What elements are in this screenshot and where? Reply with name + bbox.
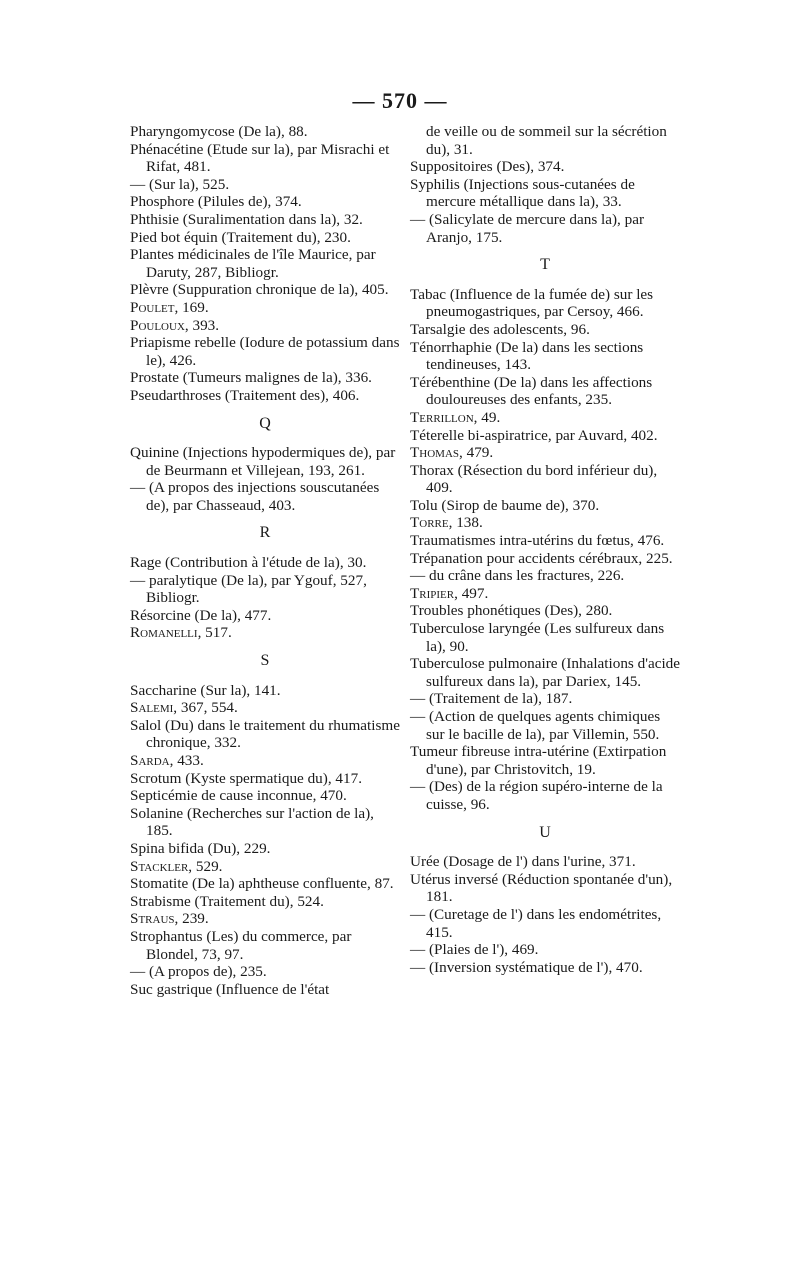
- index-entry: Pharyngomycose (De la), 88.: [130, 123, 308, 140]
- index-entry-author: Thomas, 479.: [410, 444, 494, 462]
- index-entry: — (Traitement de la), 187.: [410, 690, 573, 708]
- section-letter-r: R: [259, 524, 271, 542]
- index-entry: Suppositoires (Des), 374.: [410, 158, 565, 176]
- right-column: [410, 123, 680, 976]
- index-entry: Thorax (Résection du bord inférieur du), 409.: [410, 461, 658, 497]
- index-entry: Scrotum (Kyste spermatique du), 417.: [130, 769, 362, 787]
- index-entry-author: Romanelli, 517.: [130, 624, 232, 642]
- section-letter-t: T: [540, 256, 550, 274]
- index-entry: Salol (Du) dans le traitement du rhumatisme chronique, 332.: [130, 716, 400, 752]
- index-entry: Ténorrhaphie (De la) dans les sections tendineuses, 143.: [410, 338, 644, 374]
- index-entry: — (Salicylate de mercure dans la), par Aranjo, 175.: [410, 210, 645, 246]
- index-entry: — (Des) de la région supéro-interne de la cuisse, 96.: [410, 778, 663, 813]
- section-letter-q: Q: [259, 414, 271, 432]
- index-entry: Prostate (Tumeurs malignes de la), 336.: [130, 369, 372, 387]
- index-entry: Suc gastrique (Influence de l'état: [130, 980, 330, 998]
- index-entry-author: Salemi, 367, 554.: [130, 699, 238, 717]
- index-entry: Utérus inversé (Réduction spontanée d'un), 181.: [410, 870, 673, 906]
- index-entry: Phthisie (Suralimentation dans la), 32.: [130, 210, 363, 228]
- index-entry: Phosphore (Pilules de), 374.: [130, 193, 302, 211]
- index-entry: Spina bifida (Du), 229.: [130, 839, 271, 857]
- index-entry-author: Straus, 239.: [130, 910, 209, 928]
- index-entry: Plantes médicinales de l'île Maurice, par Daruty, 287, Bibliogr.: [130, 246, 376, 281]
- index-entry: Syphilis (Injections sous-cutanées de mercure métallique dans la), 33.: [410, 175, 635, 211]
- section-letter-s: S: [260, 652, 270, 670]
- index-entry: de veille ou de sommeil sur la sécrétion du), 31.: [426, 123, 667, 158]
- index-entry: Pseudarthroses (Traitement des), 406.: [130, 386, 360, 404]
- index-entry: Stomatite (De la) aphtheuse confluente, 87.: [130, 875, 394, 893]
- index-entry: Strophantus (Les) du commerce, par Blondel, 73, 97.: [130, 927, 352, 963]
- index-entry-author: Stackler, 529.: [130, 857, 223, 875]
- index-entry: — paralytique (De la), par Ygouf, 527, Bibliogr.: [130, 571, 367, 607]
- index-entry: — (A propos de), 235.: [130, 963, 267, 981]
- index-entry: Troubles phonétiques (Des), 280.: [410, 602, 613, 620]
- page-number: — 570 —: [352, 88, 448, 113]
- index-entry: Rage (Contribution à l'étude de la), 30.: [130, 554, 367, 572]
- index-entry: Tumeur fibreuse intra-utérine (Extirpation d'une), par Christovitch, 19.: [410, 743, 667, 778]
- index-entry: Tarsalgie des adolescents, 96.: [410, 320, 590, 338]
- index-entry: Urée (Dosage de l') dans l'urine, 371.: [410, 853, 636, 871]
- index-entry-author: Poulet, 169.: [130, 298, 209, 316]
- index-entry: — (Curetage de l') dans les endométrites, 415.: [410, 905, 662, 941]
- index-entry: — (A propos des injections souscutanées de), par Chasseaud, 403.: [130, 479, 380, 514]
- section-letter-u: U: [539, 823, 551, 841]
- left-column: [130, 123, 400, 998]
- index-entry: — (Inversion systématique de l'), 470.: [410, 958, 643, 976]
- index-entry: Tolu (Sirop de baume de), 370.: [410, 496, 600, 514]
- index-entry: Saccharine (Sur la), 141.: [130, 681, 281, 699]
- index-entry: — du crâne dans les fractures, 226.: [410, 567, 625, 585]
- index-entry-author: Torre, 138.: [410, 514, 483, 532]
- index-entry: Résorcine (De la), 477.: [130, 606, 272, 624]
- index-entry-author: Pouloux, 393.: [130, 316, 220, 334]
- index-entry: Quinine (Injections hypodermiques de), par de Beurmann et Villejean, 193, 261.: [130, 444, 396, 479]
- index-entry-author: Terrillon, 49.: [410, 408, 501, 426]
- index-entry: Septicémie de cause inconnue, 470.: [130, 787, 347, 805]
- index-entry: Téterelle bi-aspiratrice, par Auvard, 402.: [410, 426, 658, 444]
- index-entry: Pied bot équin (Traitement du), 230.: [130, 228, 351, 246]
- index-entry-author: Tripier, 497.: [410, 584, 489, 602]
- index-entry: Trépanation pour accidents cérébraux, 225.: [410, 549, 673, 567]
- index-entry: Tuberculose laryngée (Les sulfureux dans la), 90.: [410, 620, 665, 655]
- index-entry: Solanine (Recherches sur l'action de la), 185.: [130, 804, 374, 840]
- index-entry: Strabisme (Traitement du), 524.: [130, 892, 324, 910]
- index-entry: — (Action de quelques agents chimiques sur le bacille de la), par Villemin, 550.: [410, 708, 661, 743]
- index-entry: Plèvre (Suppuration chronique de la), 405.: [130, 281, 389, 299]
- index-entry: — (Plaies de l'), 469.: [410, 941, 539, 959]
- index-entry-author: Sarda, 433.: [130, 752, 204, 769]
- index-entry: — (Sur la), 525.: [130, 175, 230, 193]
- index-entry: Tuberculose pulmonaire (Inhalations d'acide sulfureux dans la), par Dariex, 145.: [410, 655, 680, 690]
- index-entry: Tabac (Influence de la fumée de) sur les pneumogastriques, par Cersoy, 466.: [410, 285, 654, 321]
- index-entry: Phénacétine (Etude sur la), par Misrachi et Rifat, 481.: [130, 140, 390, 176]
- index-entry: Priapisme rebelle (Iodure de potassium dans le), 426.: [130, 334, 400, 369]
- index-entry: Traumatismes intra-utérins du fœtus, 476.: [410, 532, 665, 550]
- index-entry: Térébenthine (De la) dans les affections douloureuses des enfants, 235.: [410, 373, 653, 409]
